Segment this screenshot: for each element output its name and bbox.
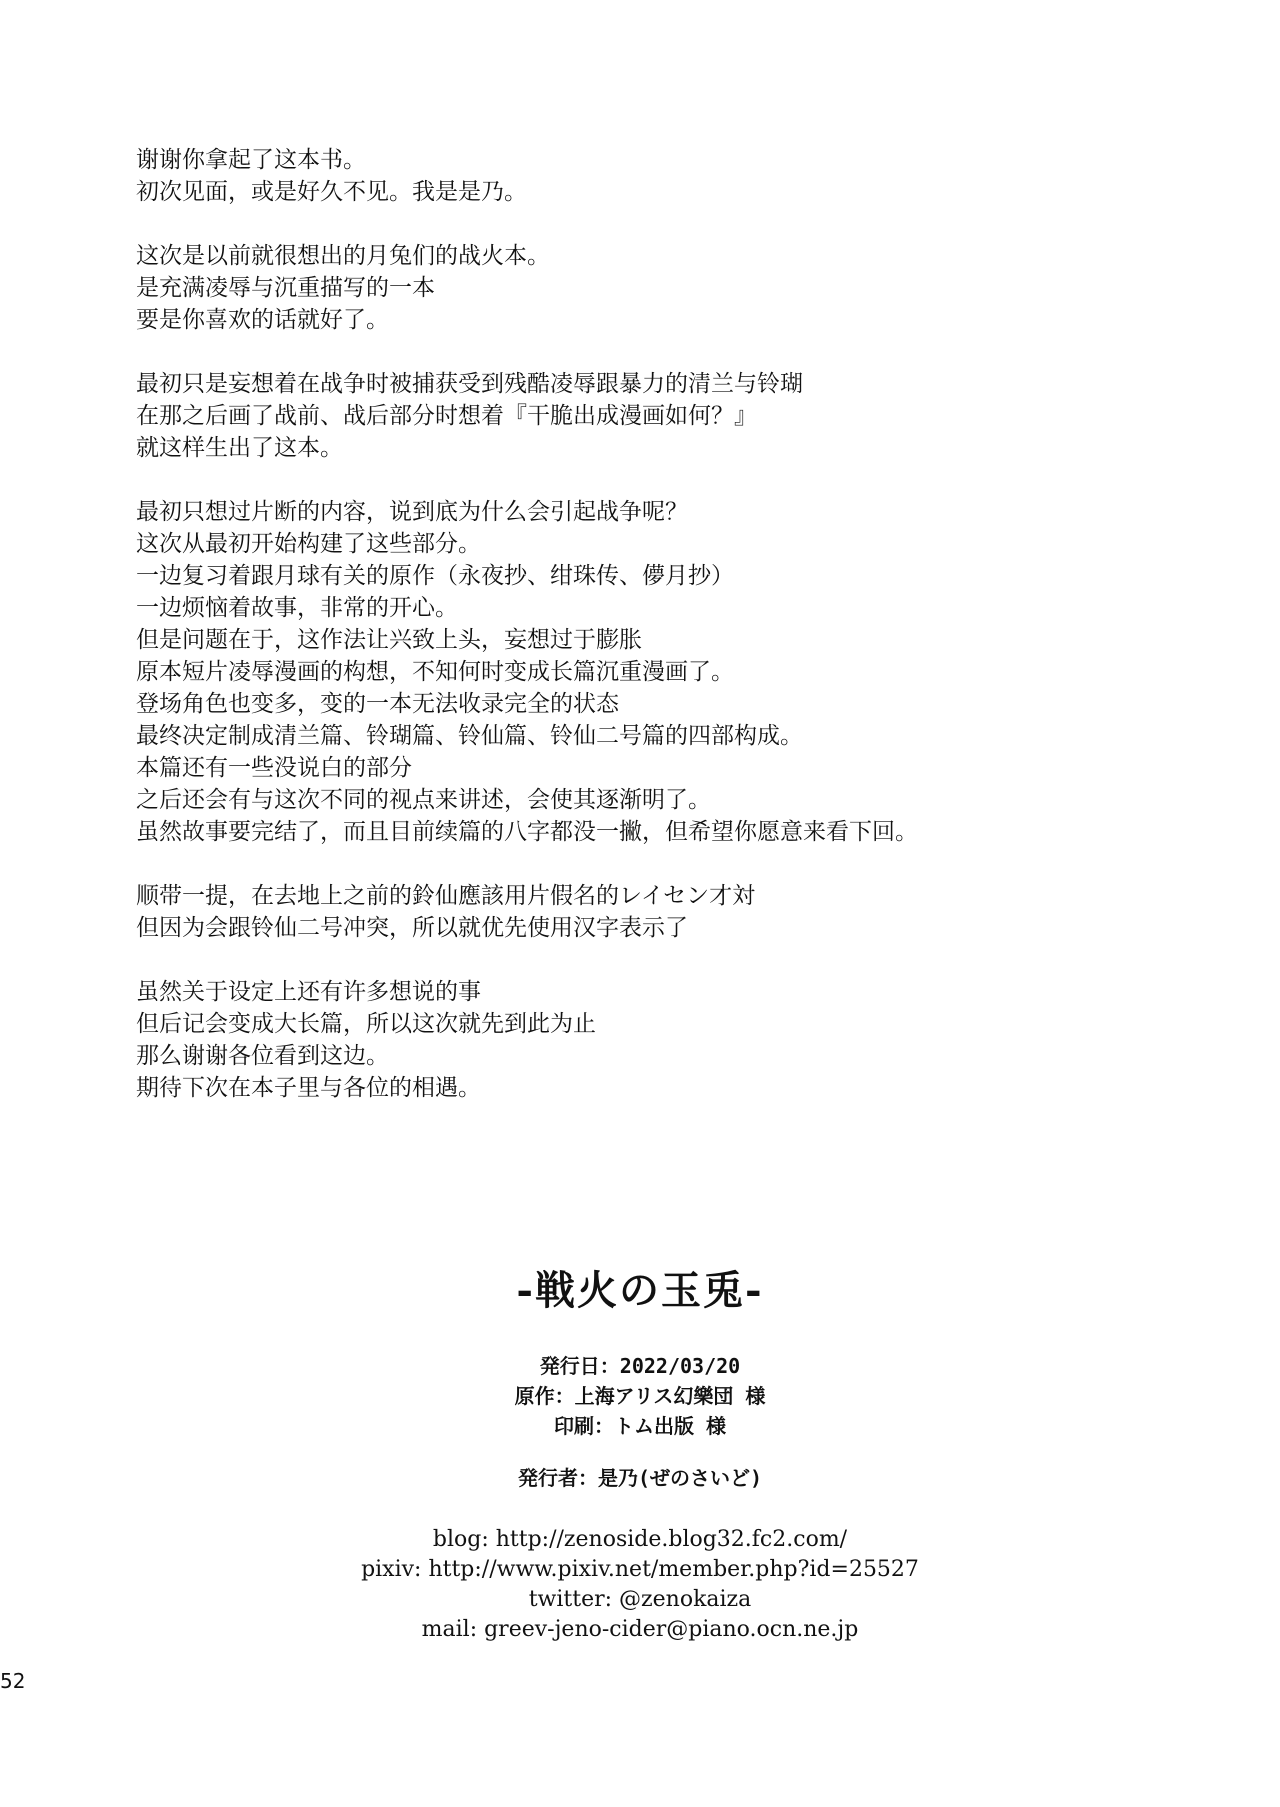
afterword-line: 登场角色也变多，变的一本无法收录完全的状态: [136, 691, 619, 717]
twitter-handle: twitter: @zenokaiza: [528, 1587, 752, 1612]
afterword-paragraph-3: [136, 368, 1176, 464]
afterword-line: 这次是以前就很想出的月兔们的战火本。: [136, 243, 550, 269]
afterword-paragraph-4: [136, 496, 1176, 848]
original-work: 原作：上海アリス幻樂団 様: [514, 1384, 766, 1408]
afterword-paragraph-1: [136, 144, 1176, 208]
afterword-line: 在那之后画了战前、战后部分时想着『干脆出成漫画如何？』: [136, 403, 757, 429]
afterword-paragraph-2: [136, 240, 1176, 336]
afterword-line: 原本短片凌辱漫画的构想，不知何时变成长篇沉重漫画了。: [136, 659, 734, 685]
afterword-line: 是充满凌辱与沉重描写的一本: [136, 275, 435, 301]
afterword-line: 但后记会变成大长篇，所以这次就先到此为止: [136, 1011, 596, 1037]
afterword-line: 但因为会跟铃仙二号冲突，所以就优先使用汉字表示了: [136, 915, 688, 941]
afterword-line: 期待下次在本子里与各位的相遇。: [136, 1075, 481, 1101]
afterword-line: 这次从最初开始构建了这些部分。: [136, 531, 481, 557]
afterword-paragraph-6: [136, 976, 1176, 1104]
afterword-paragraph-5: [136, 880, 1176, 944]
afterword-line: 谢谢你拿起了这本书。: [136, 147, 366, 173]
afterword-line: 虽然故事要完结了，而且目前续篇的八字都没一撇，但希望你愿意来看下回。: [136, 819, 918, 845]
afterword-line: 之后还会有与这次不同的视点来讲述，会使其逐渐明了。: [136, 787, 711, 813]
blog-link: blog: http://zenoside.blog32.fc2.com/: [432, 1527, 848, 1552]
afterword-line: 要是你喜欢的话就好了。: [136, 307, 389, 333]
afterword-line: 初次见面，或是好久不见。我是是乃。: [136, 179, 527, 205]
afterword-line: 本篇还有一些没说白的部分: [136, 755, 412, 781]
publication-info: [300, 1351, 980, 1441]
page-number: 52: [0, 1669, 26, 1693]
publisher: 発行者：是乃(ぜのさいど): [517, 1466, 763, 1490]
mail-address: mail: greev-jeno-cider@piano.ocn.ne.jp: [421, 1617, 859, 1642]
afterword-text: [136, 144, 1176, 1136]
afterword-line: 虽然关于设定上还有许多想说的事: [136, 979, 481, 1005]
afterword-line: 最初只是妄想着在战争时被捕获受到残酷凌辱跟暴力的清兰与铃瑚: [136, 371, 803, 397]
printing-credit: 印刷：トム出版 様: [553, 1414, 727, 1438]
afterword-line: 那么谢谢各位看到这边。: [136, 1043, 389, 1069]
book-title: -戦火の玉兎-: [516, 1267, 764, 1314]
afterword-line: 最初只想过片断的内容，说到底为什么会引起战争呢？: [136, 499, 688, 525]
colophon: [300, 1265, 980, 1645]
issue-date: 発行日：2022/03/20: [539, 1354, 741, 1378]
pixiv-link: pixiv: http://www.pixiv.net/member.php?id=25527: [361, 1557, 919, 1582]
afterword-line: 但是问题在于，这作法让兴致上头，妄想过于膨胀: [136, 627, 642, 653]
afterword-line: 一边烦恼着故事，非常的开心。: [136, 595, 458, 621]
afterword-line: 顺带一提，在去地上之前的鈴仙應該用片假名的レイセン才対: [136, 883, 756, 909]
contact-info: [300, 1525, 980, 1645]
afterword-line: 一边复习着跟月球有关的原作（永夜抄、绀珠传、儚月抄）: [136, 563, 734, 589]
afterword-line: 最终决定制成清兰篇、铃瑚篇、铃仙篇、铃仙二号篇的四部构成。: [136, 723, 803, 749]
afterword-line: 就这样生出了这本。: [136, 435, 343, 461]
